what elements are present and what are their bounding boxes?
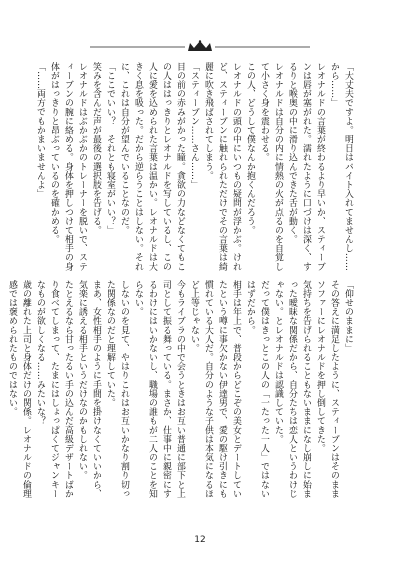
text-column-bottom <box>7 280 355 500</box>
paragraph: 「……両方でもかまいませんよ」 <box>35 62 45 199</box>
paragraph: レオナルドは自分の内に情熱の火が点るのを自覚して小さく身を震わせる。 <box>259 62 283 272</box>
paragraph: レオナルドはぶかぶかのトレーナーを脱いで、スティーブンの腕に絡める。身体を押しつけて相手の身体がはっきりと昂ぶっているのを確かめる。 <box>49 62 87 272</box>
paragraph: 「ここでいい？ それとも寝室がいい？」 <box>105 62 115 235</box>
paragraph: しないのを見て、やはりこれはお互いかなり割り切った関係なのだと理解していた。 <box>105 280 129 499</box>
paragraph: 相手は年上で、普段からどこぞの美女とデートしていたという噂に事欠かない伊達男で、愛の駆け引きにも慣れている大人だ。自分のような子供は本気になるほど上等じゃない。 <box>189 280 241 499</box>
paragraph: 気持ちを告げられることもないままになし崩しに始まった曖昧な関係だから、自分たちは恋人というわけじゃない。とレオナルドは認識していた。 <box>273 280 311 499</box>
paragraph: 歳の離れた上司と身体だけの関係。レオナルドの倫理感では褒められたものではない。 <box>7 280 31 499</box>
paragraph: だって僕はきっとこの人の「一たった一人」ではないはずだから。 <box>245 280 269 499</box>
paragraph: 「大丈夫ですよ。明日はバイト入れてませんし……から……」 <box>329 62 353 272</box>
paragraph: レオナルドの頭の中にいつもの疑問が浮かぶ。けれど、スティーブンに触れられただけでその言葉は綺麗に吹き飛ばされてしまう。 <box>203 62 241 272</box>
paragraph: 目の前の赤みがかった瞳。貪欲の力などなくてもこの人ははっきりとレオナルドを写しているし、この人に愛を込められた言葉は温かい。レオナルドは大きく息を吸った。だから逆らうことはしない。それに、これは自分が望んでいることなのだ。 <box>119 62 185 272</box>
paragraph: レオナルドの言葉が終わるより早いか、スティーブンは唇が塞がれた。濡れたように口づけは深く、するりと喉奥の中に滑り込んできた舌が動く。 <box>287 62 325 272</box>
paragraph: たとえるなら甘ったるい手の込んだ高級デザートばかり食べてしまって、たまにはしょっぱくてジャンキーなものが欲しくなる……みたいな？ <box>35 280 73 499</box>
text-column-top <box>35 62 355 275</box>
paragraph: その答えに満足したように、スティーブンはそのままソファーにレオナルドを押し倒してきた。 <box>315 280 339 499</box>
paragraph: 笑みを含んだ声が最後の選択肢を告げる。 <box>91 62 101 235</box>
paragraph: この人、どうして僕なんか抱くんだろう。 <box>245 62 255 235</box>
page-number: 12 <box>194 535 206 545</box>
paragraph: 「スティーブン……さん……」 <box>189 62 199 190</box>
decorative-divider <box>90 40 310 54</box>
paragraph: まあ、女性相手のように手間を掛けなくていいから、気楽に誘える相手というだけなのかもしれない。 <box>77 280 101 499</box>
paragraph: 「仰せのままに」 <box>343 280 353 353</box>
paragraph: 今もライブラの中で会うときはお互い普通に部下と上司として振る舞っている。まさか、仕事中に親密にするわけにはいかないし、職場の誰もが二人のことを知らない。 <box>133 280 185 499</box>
